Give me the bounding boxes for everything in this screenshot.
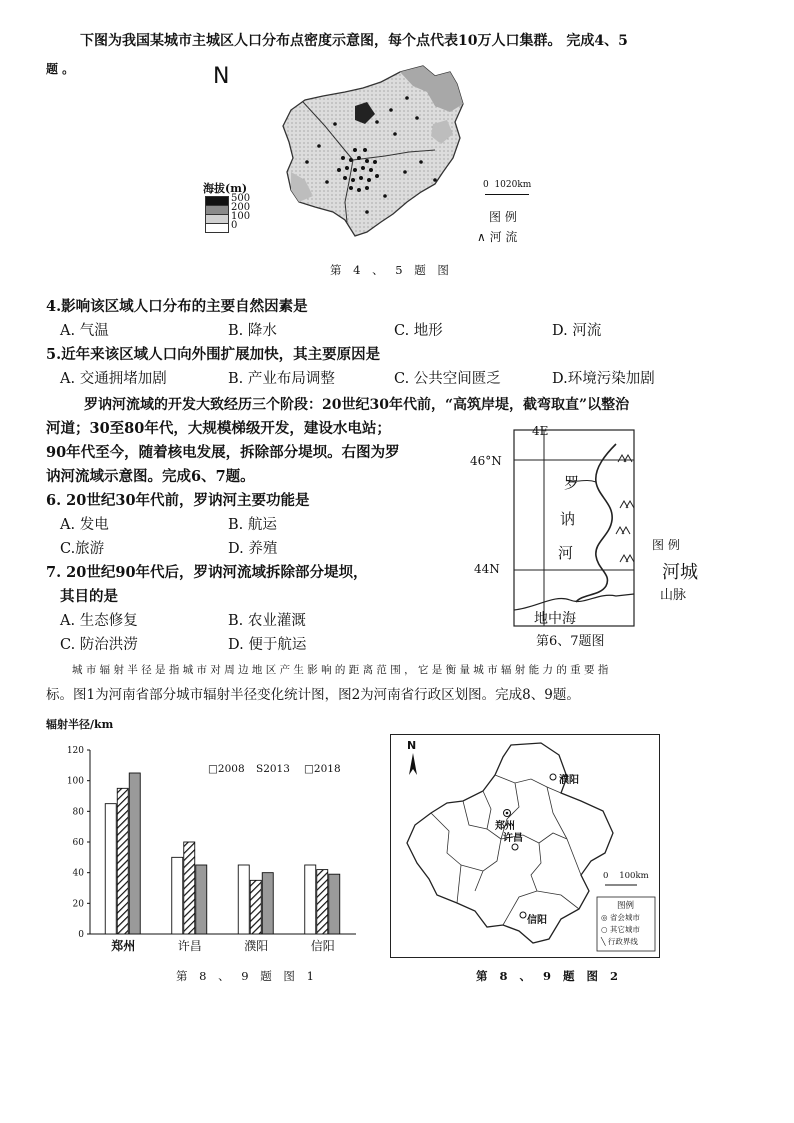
bar-2008-3 — [305, 865, 316, 934]
y-tick-label-100: 100 — [66, 776, 84, 787]
map2-lon-label: 4E — [532, 424, 549, 438]
map3-caption: 第 8 、 9 题 图 2 — [476, 969, 623, 983]
legend-item-2008: □2008 — [208, 763, 245, 775]
y-tick-label-60: 60 — [72, 838, 84, 848]
map1-elev-title: 海拔(m) — [203, 182, 248, 195]
q6-option-a[interactable]: A. 发电 — [60, 517, 109, 533]
elev-label-0: 0 — [231, 220, 238, 231]
map2-lat-bottom: 44N — [474, 562, 500, 576]
q6-option-b[interactable]: B. 航运 — [228, 517, 277, 533]
city-label-xuchang[interactable]: 许昌 — [503, 833, 523, 844]
bar-2008-1 — [172, 857, 183, 934]
map2-river — [576, 444, 616, 602]
x-tick-label-0: 郑州 — [111, 939, 136, 953]
elev-label-200: 200 — [231, 202, 251, 213]
map2-legend-title: 图 例 — [652, 538, 680, 552]
x-tick-label-1: 许昌 — [177, 939, 202, 953]
map2-river-char-3: 河 — [558, 544, 574, 562]
intro-89-line1: 城 市 辐 射 半 径 是 指 城 市 对 周 边 地 区 产 生 影 响 的 距 离 范 围 ， 它 是 衡 量 城 市 辐 射 能 力 的 重 要 指 — [72, 664, 609, 676]
intro-45-line1: 下图为我国某城市主城区人口分布点密度示意图，每个点代表10万人口集群。 完成4、5 — [80, 33, 628, 49]
map3-scale: 0 100km — [603, 871, 649, 881]
map2-river-char-1: 罗 — [564, 474, 580, 492]
legend-item-2013: S2013 — [256, 763, 290, 775]
bar-2018-3 — [329, 874, 340, 934]
q4-option-b[interactable]: B. 降水 — [228, 323, 277, 339]
legend-item-2018: □2018 — [304, 763, 341, 775]
bar-2013-2 — [250, 880, 261, 934]
chart-ylabel: 辐射半径/km — [46, 718, 114, 731]
intro-89-line2: 标。图1为河南省部分城市辐射半径变化统计图，图2为河南省行政区划图。完成8、9题。 — [46, 687, 580, 703]
intro-67-line1: 罗讷河流域的开发大致经历三个阶段：20世纪30年代前，“高筑岸堤，截弯取直”以整治 — [84, 397, 630, 413]
q7-stem-1: 7. 20世纪90年代后，罗讷河流域拆除部分堤坝， — [46, 564, 368, 581]
city-puyang-marker — [550, 774, 556, 780]
city-zhengzhou-core — [506, 812, 509, 815]
intro-67-line2: 河道；30至80年代，大规模梯级开发，建设水电站； — [46, 420, 391, 437]
q6-option-c[interactable]: C.旅游 — [60, 541, 105, 557]
bar-2008-0 — [105, 804, 116, 934]
q5-option-a[interactable]: A. 交通拥堵加剧 — [60, 371, 167, 387]
x-tick-label-2: 濮阳 — [244, 939, 269, 953]
q6-stem: 6. 20世纪30年代前，罗讷河主要功能是 — [46, 492, 310, 509]
map1-legend-river: ∧ 河 流 — [477, 230, 518, 244]
q7-stem-2: 其目的是 — [60, 588, 118, 605]
q7-option-c[interactable]: C. 防治洪涝 — [60, 637, 138, 653]
intro-45-line2: 题 。 — [46, 62, 75, 76]
q4-option-a[interactable]: A. 气温 — [60, 323, 109, 339]
city-label-xinyang[interactable]: 信阳 — [527, 915, 547, 926]
q5-option-c[interactable]: C. 公共空间匮乏 — [394, 371, 501, 387]
bar-2008-2 — [238, 865, 249, 934]
map1-scale-bar — [485, 194, 529, 195]
map1-elev-legend — [205, 193, 265, 236]
bar-2018-2 — [262, 873, 273, 934]
y-tick-label-0: 0 — [78, 930, 84, 940]
q7-option-d[interactable]: D. 便于航运 — [228, 637, 307, 653]
y-tick-label-80: 80 — [72, 807, 84, 818]
radius-bar-chart — [46, 736, 366, 966]
chart-caption: 第 8 、 9 题 图 1 — [176, 969, 318, 983]
map3-legend-title: 图例 — [617, 901, 635, 911]
intro-67-line4: 讷河流域示意图。完成6、7题。 — [46, 468, 255, 485]
city-xinyang-marker — [520, 912, 526, 918]
q4-stem: 4.影响该区域人口分布的主要自然因素是 — [46, 298, 308, 315]
map2-lat-top: 46°N — [470, 454, 502, 468]
map1-legend-title: 图 例 — [489, 210, 517, 224]
map3-north: N — [407, 739, 417, 752]
map2-legend-river: 河城 — [662, 562, 698, 583]
bar-2013-3 — [317, 870, 328, 934]
map2-sea-label: 地中海 — [534, 611, 576, 627]
q5-stem: 5.近年来该区域人口向外围扩展加快，其主要原因是 — [46, 346, 381, 363]
q4-option-d[interactable]: D. 河流 — [552, 323, 602, 339]
bar-2013-1 — [184, 842, 195, 934]
map2-caption: 第6、7题图 — [536, 634, 605, 649]
elev-label-500: 500 — [231, 193, 251, 204]
map1-figure — [195, 62, 555, 257]
q5-option-b[interactable]: B. 产业布局调整 — [228, 371, 335, 387]
city-label-zhengzhou[interactable]: 郑州 — [495, 821, 515, 832]
map2-river-char-2: 讷 — [560, 510, 576, 528]
map2-figure — [466, 424, 706, 654]
q7-option-b[interactable]: B. 农业灌溉 — [228, 613, 306, 629]
map3-legend-boundary: ╲ 行政界线 — [601, 937, 638, 946]
y-tick-label-40: 40 — [72, 868, 84, 879]
y-tick-label-120: 120 — [66, 746, 84, 756]
city-label-puyang[interactable]: 濮阳 — [559, 775, 579, 786]
city-xuchang-marker — [512, 844, 518, 850]
q6-option-d[interactable]: D. 养殖 — [228, 541, 278, 557]
elev-label-100: 100 — [231, 211, 251, 222]
map2-mountains — [616, 455, 634, 562]
q7-option-a[interactable]: A. 生态修复 — [60, 613, 138, 629]
map3-figure[interactable] — [390, 734, 660, 958]
map3-legend-capital: ◎ 省会城市 — [601, 913, 640, 922]
map3-north-arrow — [409, 753, 417, 775]
map1-caption: 第 4 、 5 题 图 — [330, 263, 453, 277]
q5-option-d[interactable]: D.环境污染加剧 — [552, 371, 655, 387]
elev-swatch-0 — [205, 223, 229, 233]
q4-option-c[interactable]: C. 地形 — [394, 323, 443, 339]
intro-67-line3: 90年代至今，随着核电发展，拆除部分堤坝。右图为罗 — [46, 444, 400, 461]
bar-2013-0 — [117, 788, 128, 934]
map2-legend-mountain: 山脉 — [660, 588, 687, 603]
y-tick-label-20: 20 — [72, 899, 84, 910]
bar-2018-1 — [196, 865, 207, 934]
map3-legend-other: ○ 其它城市 — [601, 925, 640, 934]
map1-north: N — [213, 64, 230, 89]
bar-2018-0 — [129, 773, 140, 934]
map1-scale: 0 1020km — [483, 180, 532, 190]
x-tick-label-3: 信阳 — [310, 939, 335, 953]
